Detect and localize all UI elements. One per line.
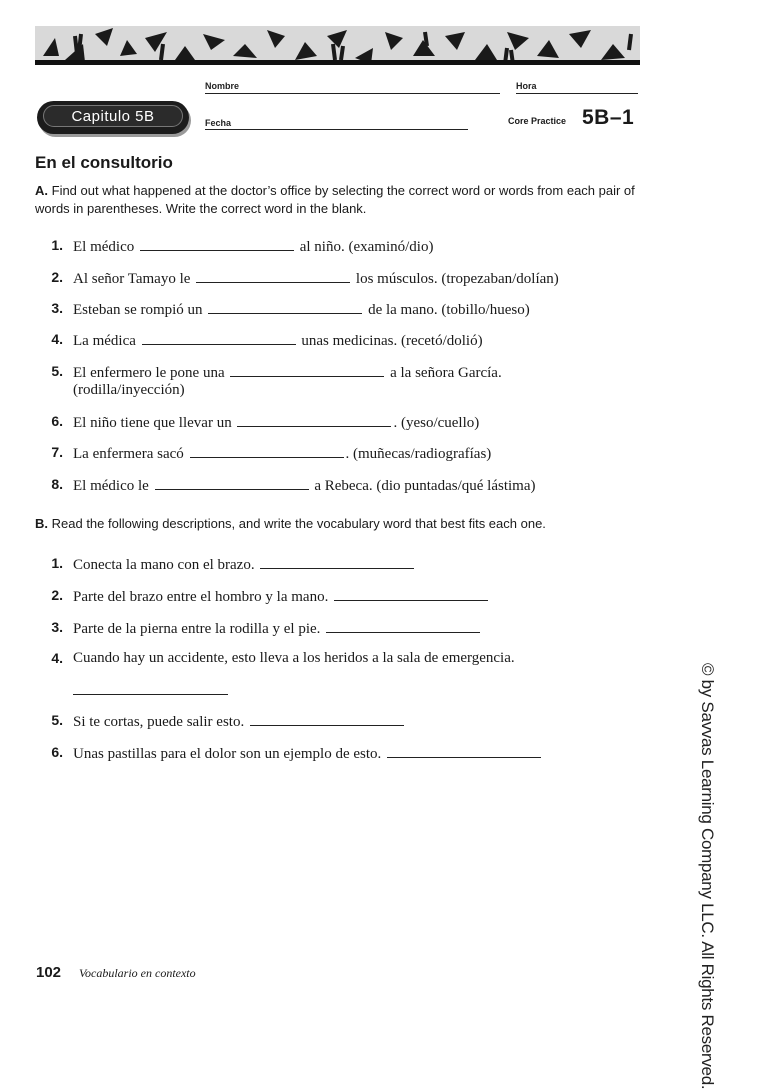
answer-blank[interactable] <box>142 330 296 345</box>
item-text: Al señor Tamayo le <box>73 271 191 287</box>
item-number: 1. <box>51 555 63 571</box>
header-banner <box>35 26 640 64</box>
item-number: 4. <box>51 650 63 666</box>
item-number: 6. <box>51 744 63 760</box>
answer-blank[interactable] <box>230 362 384 377</box>
item-text: Esteban se rompió un <box>73 302 203 318</box>
item-text: El médico le <box>73 478 149 494</box>
item-text: Conecta la mano con el brazo. <box>73 557 255 573</box>
nombre-label: Nombre <box>205 81 240 91</box>
part-a-instructions <box>35 182 640 218</box>
hora-field[interactable] <box>516 93 638 94</box>
item-text: El médico <box>73 239 135 255</box>
item-text: los músculos. (tropezaban/dolían) <box>355 271 559 287</box>
chapter-label: Capitulo 5B <box>43 105 183 127</box>
item-text: Parte de la pierna entre la rodilla y el pie. <box>73 621 321 637</box>
item-number: 2. <box>51 587 63 603</box>
item-text: La enfermera sacó <box>73 446 184 462</box>
answer-blank[interactable] <box>260 554 414 569</box>
item-text: La médica <box>73 333 136 349</box>
page-number: 102 <box>36 964 62 981</box>
item-text: Parte del brazo entre el hombro y la mano. <box>73 589 329 605</box>
item-number: 5. <box>51 712 63 728</box>
fecha-label: Fecha <box>205 118 232 128</box>
item-text: Cuando hay un accidente, esto lleva a los heridos a la sala de emergencia. <box>73 650 515 666</box>
item-number: 5. <box>51 363 63 379</box>
page-title: En el consultorio <box>35 153 173 172</box>
fecha-field[interactable] <box>205 129 468 130</box>
item-text: . (muñecas/radiografías) <box>345 446 492 462</box>
item-number: 3. <box>51 300 63 316</box>
item-number: 2. <box>51 269 63 285</box>
banner-pattern <box>35 26 640 64</box>
item-number: 4. <box>51 331 63 347</box>
item-number: 6. <box>51 413 63 429</box>
item-text: unas medicinas. (recetó/dolió) <box>301 333 483 349</box>
item-text-continued: (rodilla/inyección) <box>73 382 185 398</box>
answer-blank[interactable] <box>73 694 228 695</box>
item-text: El enfermero le pone una <box>73 365 225 381</box>
answer-blank[interactable] <box>155 475 309 490</box>
part-b-letter: B. <box>35 516 48 531</box>
answer-blank[interactable] <box>387 743 541 758</box>
item-text: Unas pastillas para el dolor son un ejemplo de esto. <box>73 746 382 762</box>
answer-blank[interactable] <box>326 618 480 633</box>
hora-label: Hora <box>516 81 537 91</box>
item-text: . (yeso/cuello) <box>393 415 480 431</box>
item-text: El niño tiene que llevar un <box>73 415 232 431</box>
copyright-notice: © by Savvas Learning Company LLC. All Rights Reserved. <box>698 663 717 1089</box>
part-b-instructions <box>35 515 640 533</box>
item-text: de la mano. (tobillo/hueso) <box>368 302 530 318</box>
answer-blank[interactable] <box>250 711 404 726</box>
answer-blank[interactable] <box>140 236 294 251</box>
part-a-letter: A. <box>35 183 48 198</box>
item-text: Si te cortas, puede salir esto. <box>73 714 245 730</box>
item-text: a Rebeca. (dio puntadas/qué lástima) <box>314 478 536 494</box>
item-number: 3. <box>51 619 63 635</box>
item-text: al niño. (examinó/dio) <box>299 239 434 255</box>
answer-blank[interactable] <box>334 586 488 601</box>
answer-blank[interactable] <box>208 299 362 314</box>
item-text: a la señora García. <box>390 365 502 381</box>
item-number: 7. <box>51 444 63 460</box>
item-number: 8. <box>51 476 63 492</box>
core-practice-label: Core Practice <box>508 116 567 126</box>
practice-code: 5B–1 <box>582 106 635 129</box>
part-b-instruction-text: Read the following descriptions, and write the vocabulary word that best fits each one. <box>51 516 546 531</box>
chapter-badge <box>37 101 189 134</box>
answer-blank[interactable] <box>196 268 350 283</box>
item-number: 1. <box>51 237 63 253</box>
nombre-field[interactable] <box>205 93 500 94</box>
banner-rule <box>35 60 640 65</box>
answer-blank[interactable] <box>237 412 391 427</box>
answer-blank[interactable] <box>190 443 344 458</box>
part-a-instruction-text: Find out what happened at the doctor’s office by selecting the correct word or words from each pair of words in parentheses. Write the correct word in the blank. <box>35 183 635 216</box>
footer-section-label: Vocabulario en contexto <box>79 966 196 980</box>
